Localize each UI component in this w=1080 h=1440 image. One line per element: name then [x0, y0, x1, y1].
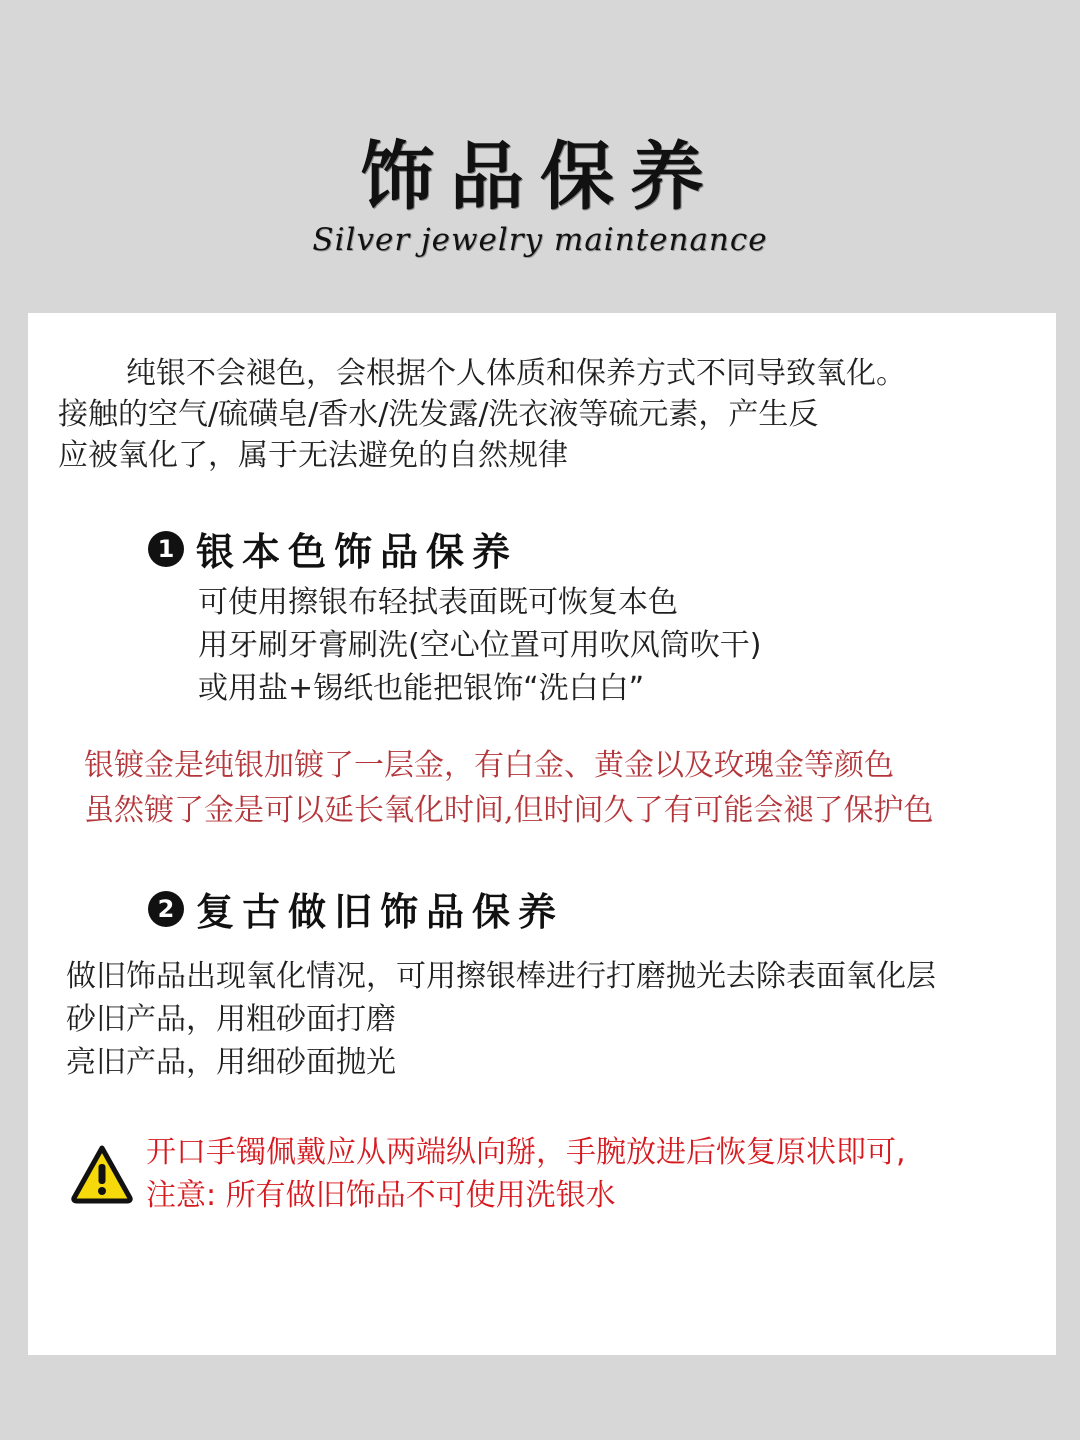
intro-paragraph: [58, 353, 1038, 476]
warning-line: 注意: 所有做旧饰品不可使用洗银水: [146, 1178, 616, 1213]
intro-line: 纯银不会褪色，会根据个人体质和保养方式不同导致氧化。: [126, 356, 906, 391]
section-line: 做旧饰品出现氧化情况，可用擦银棒进行打磨抛光去除表面氧化层: [66, 959, 936, 994]
note-line: 银镀金是纯银加镀了一层金，有白金、黄金以及玫瑰金等颜色: [84, 748, 894, 783]
section-title: 银本色饰品保养: [196, 529, 519, 574]
section-line: 可使用擦银布轻拭表面既可恢复本色: [198, 585, 678, 620]
warning-icon: [70, 1144, 134, 1204]
section-1-body: [198, 581, 761, 710]
warning-line: 开口手镯佩戴应从两端纵向掰，手腕放进后恢复原状即可,: [146, 1135, 906, 1170]
warning-note: [70, 1131, 906, 1217]
warning-text: [146, 1131, 906, 1217]
content-card: [28, 313, 1056, 1355]
section-line: 或用盐+锡纸也能把银饰“洗白白”: [198, 671, 645, 706]
section-line: 亮旧产品，用细砂面抛光: [66, 1045, 396, 1080]
gold-plating-note: [84, 743, 934, 833]
section-title: 复古做旧饰品保养: [196, 889, 565, 934]
section-number-badge: 2: [148, 891, 184, 927]
intro-line: 应被氧化了，属于无法避免的自然规律: [58, 438, 568, 473]
section-line: 砂旧产品，用粗砂面打磨: [66, 1002, 396, 1037]
page-title: 饰品保养: [360, 134, 720, 220]
note-line: 虽然镀了金是可以延长氧化时间,但时间久了有可能会褪了保护色: [84, 793, 934, 828]
intro-line: 接触的空气/硫磺皂/香水/洗发露/洗衣液等硫元素，产生反: [58, 397, 819, 432]
section-number-badge: 1: [148, 531, 184, 567]
page-subtitle: Silver jewelry maintenance: [312, 222, 768, 258]
section-2-body: [66, 955, 936, 1084]
page-header: [0, 134, 1080, 258]
section-line: 用牙刷牙膏刷洗(空心位置可用吹风筒吹干): [198, 628, 762, 663]
section-2-heading: [148, 881, 564, 936]
section-1-heading: [148, 521, 518, 576]
